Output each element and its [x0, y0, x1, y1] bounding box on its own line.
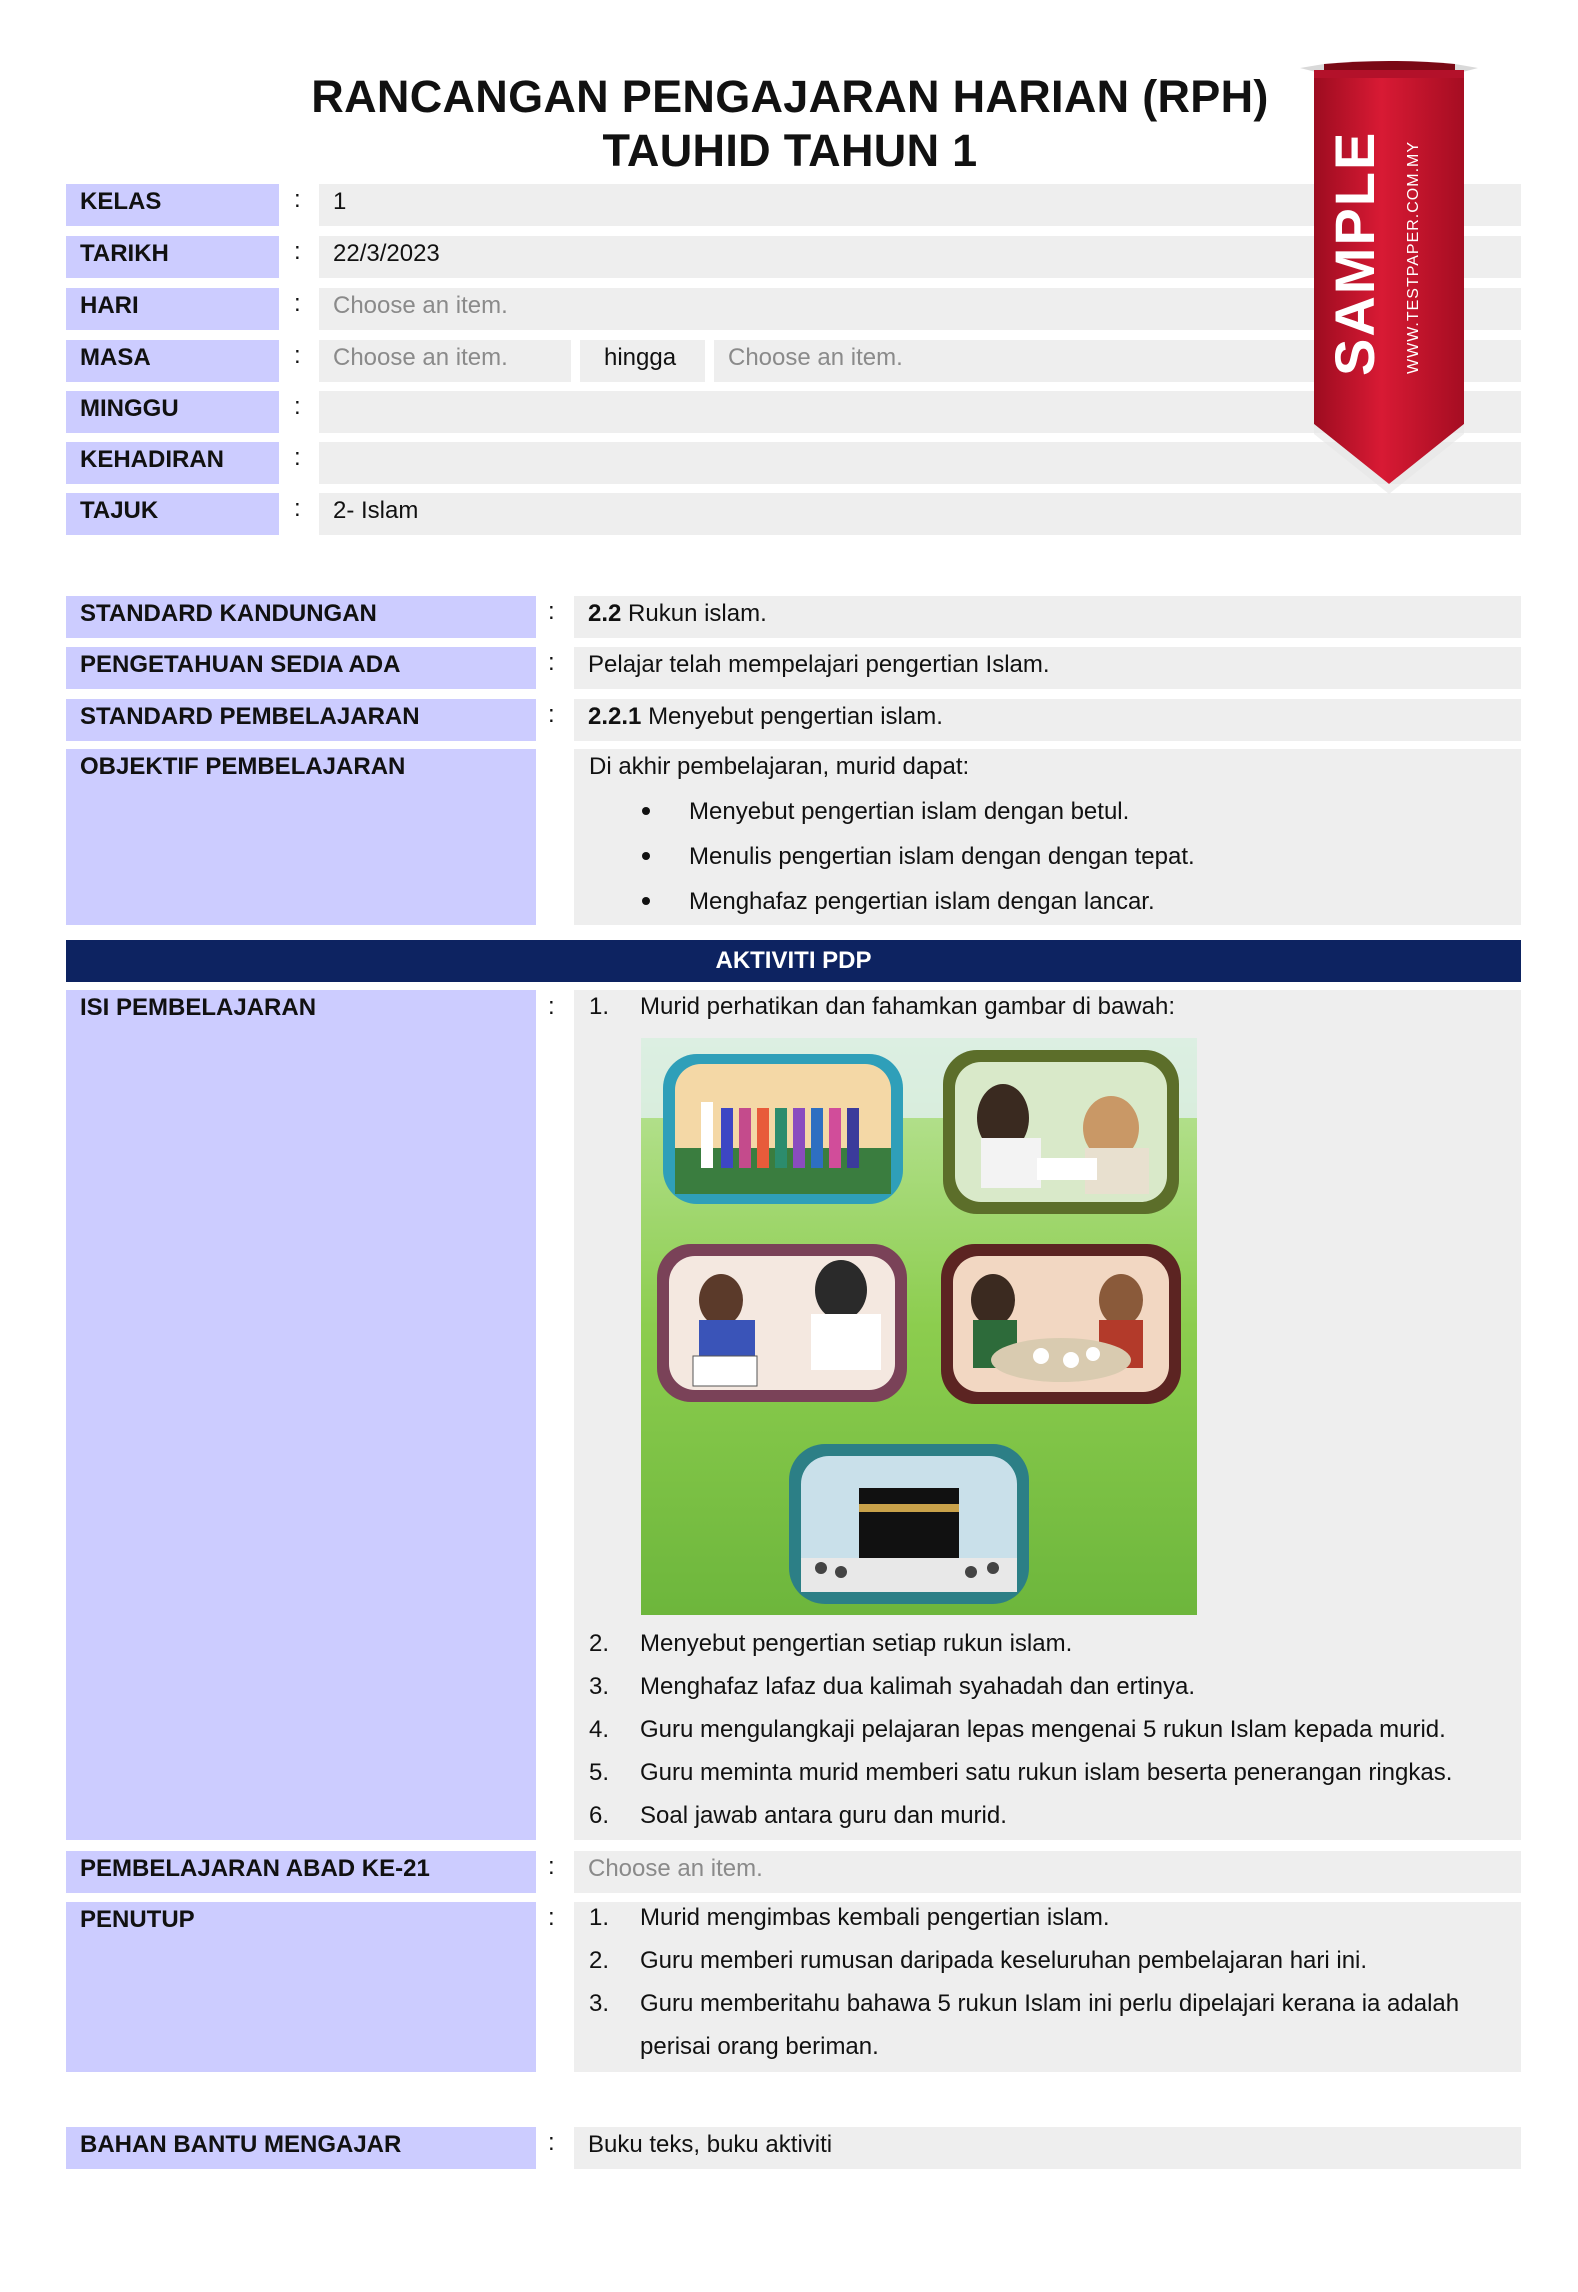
- bullet-icon: [642, 852, 650, 860]
- penutup-item-continued: perisai orang beriman.: [640, 2033, 879, 2060]
- masa-to-dropdown[interactable]: Choose an item.: [714, 340, 1521, 382]
- tarikh-label: TARIKH: [66, 236, 279, 278]
- penutup-item: Murid mengimbas kembali pengertian islam.: [640, 1904, 1110, 1931]
- colon: :: [294, 290, 301, 317]
- bahan-label: BAHAN BANTU MENGAJAR: [66, 2127, 536, 2169]
- objektif-item: Menyebut pengertian islam dengan betul.: [689, 798, 1130, 825]
- colon: :: [294, 495, 301, 522]
- isi-number: 3.: [589, 1673, 610, 1700]
- isi-item: Guru meminta murid memberi satu rukun islam beserta penerangan ringkas.: [640, 1759, 1453, 1786]
- objektif-label: OBJEKTIF PEMBELAJARAN: [66, 749, 536, 925]
- solat-picture: [663, 1054, 903, 1204]
- isi-number: 6.: [589, 1802, 610, 1829]
- minggu-label: MINGGU: [66, 391, 279, 433]
- colon: :: [548, 701, 555, 728]
- isi-item: Guru mengulangkaji pelajaran lepas mengenai 5 rukun Islam kepada murid.: [640, 1716, 1446, 1743]
- isi-number: 4.: [589, 1716, 610, 1743]
- sample-ribbon: [1300, 34, 1478, 494]
- isi-number: 1.: [589, 993, 610, 1020]
- kehadiran-label: KEHADIRAN: [66, 442, 279, 484]
- masa-separator: hingga: [580, 340, 705, 382]
- colon: :: [548, 1904, 555, 1931]
- page-title: RANCANGAN PENGAJARAN HARIAN (RPH): [311, 71, 1269, 122]
- pengetahuan-value: Pelajar telah mempelajari pengertian Islam.: [574, 647, 1521, 689]
- penutup-label: PENUTUP: [66, 1902, 536, 2072]
- kelas-value[interactable]: 1: [319, 184, 1521, 226]
- isi-item: Soal jawab antara guru dan murid.: [640, 1802, 1007, 1829]
- objektif-item: Menulis pengertian islam dengan dengan tepat.: [689, 843, 1195, 870]
- isi-item: Menyebut pengertian setiap rukun islam.: [640, 1630, 1073, 1657]
- colon: :: [294, 444, 301, 471]
- objektif-item: Menghafaz pengertian islam dengan lancar.: [689, 888, 1155, 915]
- abad21-dropdown[interactable]: Choose an item.: [574, 1851, 1521, 1893]
- hari-label: HARI: [66, 288, 279, 330]
- colon: :: [294, 393, 301, 420]
- sample-text: SAMPLE: [1323, 130, 1386, 376]
- bullet-icon: [642, 897, 650, 905]
- bullet-icon: [642, 807, 650, 815]
- haji-picture: [789, 1444, 1029, 1604]
- isi-number: 2.: [589, 1630, 610, 1657]
- hari-dropdown[interactable]: Choose an item.: [319, 288, 1521, 330]
- kelas-label: KELAS: [66, 184, 279, 226]
- zakat-picture: [943, 1050, 1179, 1214]
- sample-site-text: WWW.TESTPAPER.COM.MY: [1405, 140, 1422, 374]
- penutup-number: 3.: [589, 1990, 610, 2017]
- standard-pembelajaran-value: [574, 699, 1521, 741]
- colon: :: [548, 1853, 555, 1880]
- standard-kandungan-code: 2.2: [588, 600, 622, 627]
- rukun-islam-illustration: [641, 1038, 1197, 1615]
- isi-number: 5.: [589, 1759, 610, 1786]
- penutup-item: Guru memberitahu bahawa 5 rukun Islam ini perlu dipelajari kerana ia adalah: [640, 1990, 1460, 2017]
- pengetahuan-label: PENGETAHUAN SEDIA ADA: [66, 647, 536, 689]
- objektif-intro: Di akhir pembelajaran, murid dapat:: [589, 753, 970, 780]
- abad21-label: PEMBELAJARAN ABAD KE-21: [66, 1851, 536, 1893]
- standard-kandungan-label: STANDARD KANDUNGAN: [66, 596, 536, 638]
- colon: :: [548, 598, 555, 625]
- page-subtitle: TAUHID TAHUN 1: [602, 125, 978, 176]
- aktiviti-pdp-header: AKTIVITI PDP: [66, 940, 1521, 982]
- masa-label: MASA: [66, 340, 279, 382]
- syahadah-picture: [657, 1244, 907, 1402]
- penutup-number: 1.: [589, 1904, 610, 1931]
- colon: :: [294, 238, 301, 265]
- standard-pembelajaran-label: STANDARD PEMBELAJARAN: [66, 699, 536, 741]
- standard-kandungan-text: Rukun islam.: [628, 600, 767, 627]
- colon: :: [294, 186, 301, 213]
- tajuk-value[interactable]: 2- Islam: [319, 493, 1521, 535]
- isi-item: Menghafaz lafaz dua kalimah syahadah dan ertinya.: [640, 1673, 1196, 1700]
- bahan-value: Buku teks, buku aktiviti: [574, 2127, 1521, 2169]
- tarikh-value[interactable]: 22/3/2023: [319, 236, 1521, 278]
- isi-label: ISI PEMBELAJARAN: [66, 990, 536, 1840]
- colon: :: [294, 342, 301, 369]
- tajuk-label: TAJUK: [66, 493, 279, 535]
- standard-pembelajaran-text: Menyebut pengertian islam.: [648, 703, 943, 730]
- masa-from-dropdown[interactable]: Choose an item.: [319, 340, 571, 382]
- colon: :: [548, 2129, 555, 2156]
- puasa-picture: [941, 1244, 1181, 1404]
- isi-item: Murid perhatikan dan fahamkan gambar di bawah:: [640, 993, 1175, 1020]
- penutup-number: 2.: [589, 1947, 610, 1974]
- penutup-item: Guru memberi rumusan daripada keseluruhan pembelajaran hari ini.: [640, 1947, 1368, 1974]
- standard-kandungan-value: [574, 596, 1521, 638]
- colon: :: [548, 649, 555, 676]
- standard-pembelajaran-code: 2.2.1: [588, 703, 642, 730]
- colon: :: [548, 993, 555, 1020]
